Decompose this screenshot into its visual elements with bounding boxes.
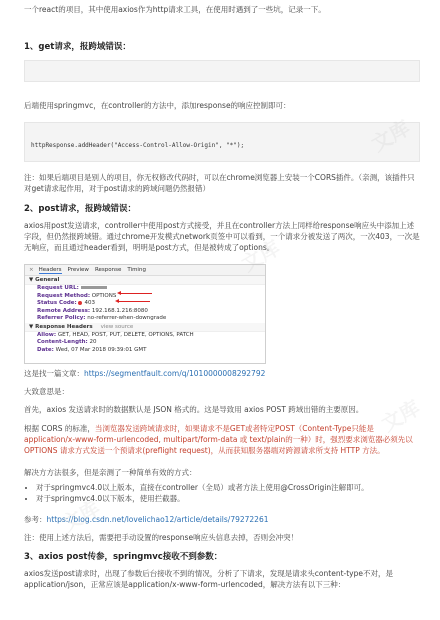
response-headers-section-header[interactable] [25, 323, 265, 332]
article-reference [24, 368, 420, 379]
content-length-value: 20 [89, 339, 97, 345]
section1-heading: 1、get请求，报跨域错误： [24, 42, 131, 52]
article-link[interactable]: https://segmentfault.com/q/1010000008292792 [84, 369, 266, 378]
tab-timing[interactable]: Timing [127, 267, 146, 273]
status-code-value: 403 [84, 300, 95, 306]
arrow-to-status [118, 301, 150, 302]
watermark: 文库 [377, 395, 425, 437]
solution-list [24, 482, 432, 504]
code-line: httpResponse.addHeader("Access-Control-Allow-Origin", "*"); [31, 142, 245, 149]
referrer-policy-value: no-referrer-when-downgrade [87, 315, 167, 321]
date-value: Wed, 07 Mar 2018 09:39:01 GMT [55, 346, 147, 353]
request-url-key: Request URL: [37, 285, 79, 291]
close-icon[interactable]: × [29, 267, 34, 273]
content-length-key: Content-Length: [37, 339, 88, 345]
allow-value: GET, HEAD, POST, PUT, DELETE, OPTIONS, PATCH [57, 331, 194, 338]
cors-standard-paragraph [24, 423, 420, 456]
remote-address-key: Remote Address: [37, 307, 91, 314]
tab-headers[interactable]: Headers [38, 266, 62, 273]
json-default-paragraph: 首先，axios 发送请求时的数据默认是 JSON 格式的。这是导致用 axios POST 跨域出错的主要原因。 [24, 405, 364, 414]
section1-note: 注：如果后端项目是别人的项目，你无权修改代码时，可以在chrome浏览器上安装一个CORS插件。（亲测，该插件只对get请求起作用，对于post请求的跨域问题仍然报错） [24, 173, 415, 193]
ref-prefix: 参考： [24, 515, 47, 524]
section1-paragraph: 后端使用springmvc，在controller的方法中，添加response的响应控制即可： [24, 101, 291, 110]
solution-intro: 解决方方法很多，但是亲测了一种简单有效的方式： [24, 468, 197, 477]
watermark: 文库 [237, 235, 285, 277]
intro-text: 一个react的项目，其中使用axios作为http请求工具，在使用时遇到了一些坑，记录一下。 [24, 5, 326, 14]
article-prefix: 这是找一篇文章： [24, 369, 84, 378]
cors-standard-prefix: 根据 CORS 的标准， [24, 424, 95, 433]
view-source-link[interactable]: view source [100, 323, 134, 330]
ref-reference [24, 514, 420, 525]
gist-label: 大致意思是： [24, 387, 69, 396]
request-method-key: Request Method: [37, 292, 91, 299]
status-code-key: Status Code: [37, 300, 77, 306]
watermark: 文库 [57, 495, 105, 537]
section3-heading: 3、axios post传参，springmvc接收不到参数： [24, 552, 223, 562]
allow-row [25, 332, 265, 340]
devtools-tabs [25, 265, 265, 276]
redacted-url [81, 286, 107, 289]
tab-response[interactable]: Response [94, 267, 122, 273]
section3-paragraph: axios发送post请求时，出现了参数后台接收不到的情况，分析了下请求，发现是请求头content-type不对，是 application/json，正常应该是application/x-www-form-urlencoded，解决方法有以下三种： [24, 569, 393, 589]
section2-note: 注：使用上述方法后，需要把手动设置的response响应头信息去掉，否则会冲突！ [24, 533, 299, 542]
list-item: • 对于springmvc4.0以下版本，使用拦截器。 [36, 493, 432, 504]
tab-preview[interactable]: Preview [67, 267, 89, 273]
ref-link[interactable]: https://blog.csdn.net/lovelichao12/article/details/79272261 [46, 515, 269, 524]
response-headers-label: ▼ Response Headers [29, 323, 93, 330]
response-header-code-block [24, 122, 420, 162]
section2-paragraph: axios用post发送请求，controller中使用post方式接受，并且在controller方法上同样给response响应头中添加上述字段，但仍然报跨域错。通过chrome开发模式network页签中可以看到，一个请求分被发送了两次，一次403，一次是无响应，而且通过header看到，明明是post方式，但是被转成了options。 [24, 221, 420, 252]
section2-heading: 2、post请求，报跨域错误： [24, 204, 136, 214]
request-url-row [25, 285, 265, 293]
devtools-network-panel [24, 264, 266, 364]
content-length-row [25, 339, 265, 347]
referrer-policy-row [25, 315, 265, 323]
list-item: • 对于springmvc4.0以上版本，直接在controller（全局）或者方法上使用@CrossOrigin注解即可。 [36, 482, 432, 493]
status-error-icon [78, 301, 82, 305]
allow-key: Allow: [37, 331, 57, 338]
referrer-policy-key: Referrer Policy: [37, 315, 86, 321]
remote-address-row [25, 308, 265, 316]
general-section-header[interactable]: ▼ General [25, 276, 265, 285]
date-key: Date: [37, 346, 54, 353]
request-method-value: OPTIONS [91, 292, 117, 299]
arrow-to-method [120, 293, 152, 294]
cors-standard-highlight: 当浏览器发送跨域请求时，如果请求不是GET或者特定POST（Content-Type只能是 application/x-www-form-urlencoded, multipart/form-data 或 text/plain的一种）时，强烈要求浏览器必须先以 OPTIONS 请求方式发送一个预请求(preflight request)，从而获知服务器端对跨源请求所支持 HTTP 方法。 [24, 424, 413, 455]
remote-address-value: 192.168.1.216:8080 [91, 307, 148, 314]
date-row [25, 347, 265, 355]
cors-error-code-block [24, 60, 420, 82]
